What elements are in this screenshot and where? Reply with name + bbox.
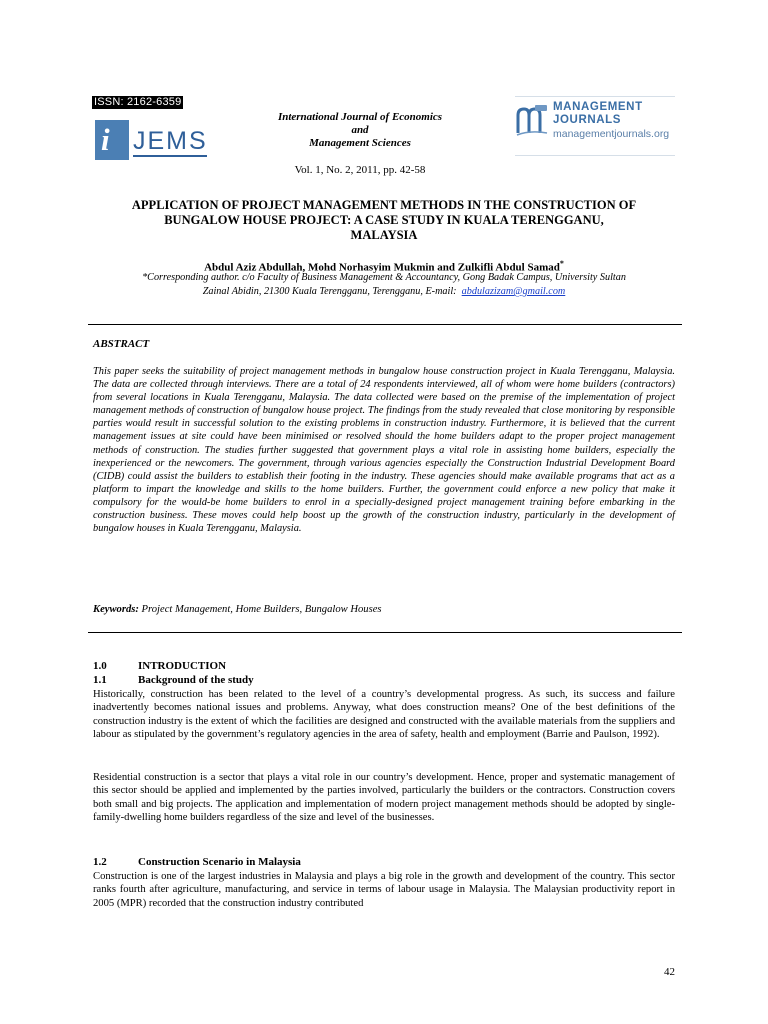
body-paragraph: Historically, construction has been related to the level of a country’s developmental progress. As such, its success and failure inadvertently becomes national issues and problems. Anyway, what does construction means? One of the best definitions of the construction industry is the extent of which the facilities are designed and constructed with the available materials from the suppliers and labour as stipulated by the government’s regulatory agencies in the area of safety, health and employment (Barrie and Paulson, 1992).: [93, 689, 675, 741]
ijems-logo-mark: [95, 120, 129, 160]
divider: [88, 632, 682, 633]
journal-name: [260, 111, 460, 150]
abstract-heading: ABSTRACT: [93, 338, 150, 350]
management-journals-line1: MANAGEMENT: [553, 101, 643, 113]
section-title: Background of the study: [138, 674, 254, 686]
email-link[interactable]: abdulazizam@gmail.com: [461, 286, 566, 297]
ijems-logo: [95, 120, 209, 160]
keywords: [93, 603, 675, 616]
corresponding-line1: *Corresponding author. c/o Faculty of Business Management & Accountancy, Gong Badak Campus, University Sultan: [142, 272, 626, 283]
management-journals-line2: JOURNALS: [553, 114, 622, 126]
author-mark: *: [559, 259, 564, 268]
journal-name-line: Management Sciences: [309, 137, 411, 149]
ijems-logo-text: JEMS: [133, 127, 208, 155]
paper-title-line: MALAYSIA: [350, 228, 418, 242]
corresponding-line2: Zainal Abidin, 21300 Kuala Terengganu, Terengganu, E-mail:: [202, 286, 457, 297]
subsection-heading: [93, 674, 254, 687]
abstract-text: This paper seeks the suitability of project management methods in bungalow house construction project in Kuala Terengganu, Malaysia. The data are collected through interviews. There are a total of 24 respondents interviewed, all of whom were home builders (contractors) from several locations in Kuala Terengganu, Malaysia. The data collected were based on the premise of the implementation of project management methods of construction of bungalow house project. The findings from the study revealed that close monitoring by responsible parties would result in successful solution to the existing problems in construction industry. Furthermore, it is believed that the current management issues at site could have been minimised or resolved should the home builders adapt to the proper project management methods of construction. The studies further suggested that government plays a vital role in assisting home builders, especially the inexperienced or the newcomers. The government, through various agencies especially the Construction Industrial Development Board (CIDB) could assist the builders to establish their footing in the industry. These agencies should make available programs that act as a platform to impart the knowledge and skills to the home builders. Further, the government could enforce a new policy that make it compulsory for the would-be home builders to enrol in a specially-designed project management training before embarking in the construction business. These moves could help boost up the growth of the construction industry, particularly in the development of bungalow houses in Kuala Terengganu, Malaysia.: [93, 366, 675, 535]
management-journals-logo: [515, 96, 675, 156]
section-heading: [93, 660, 226, 673]
journal-name-line: and: [351, 124, 369, 136]
section-number: 1.1: [93, 674, 107, 686]
journal-name-line: International Journal of Economics: [277, 111, 443, 123]
section-number: 1.2: [93, 856, 107, 868]
paper-title-line: BUNGALOW HOUSE PROJECT: A CASE STUDY IN KUALA TERENGGANU,: [164, 213, 604, 227]
author-names: Abdul Aziz Abdullah, Mohd Norhasyim Mukmin and Zulkifli Abdul Samad: [204, 261, 560, 274]
corresponding-author: [96, 271, 672, 299]
paper-title: [88, 198, 680, 243]
keywords-label: Keywords:: [93, 604, 139, 615]
paper-title-line: APPLICATION OF PROJECT MANAGEMENT METHODS IN THE CONSTRUCTION OF: [131, 198, 637, 212]
management-journals-icon: [515, 103, 549, 137]
ijems-logo-glyph: i: [101, 122, 110, 157]
body-paragraph: Residential construction is a sector that plays a vital role in our country’s development. Hence, proper and systematic management of this sector should be applied and implemented by the parties involved, particularly the builders or the contractors. Construction covers both small and big projects. The application and implementation of modern project management methods should be adopted by single-family-dwelling home builders regardless of the size and level of the businesses.: [93, 772, 675, 824]
issn-label: ISSN: 2162-6359: [94, 96, 182, 108]
section-number: 1.0: [93, 660, 107, 672]
page-number: 42: [664, 966, 675, 978]
ijems-logo-underline: [133, 155, 207, 157]
management-journals-url: managementjournals.org: [553, 128, 670, 140]
body-paragraph: Construction is one of the largest industries in Malaysia and plays a big role in the growth and development of the country. This sector ranks fourth after agriculture, manufacturing, and service in terms of labour usage in Malaysia. The Malaysian productivity report in 2005 (MPR) recorded that the construction industry contributed: [93, 871, 675, 909]
section-title: INTRODUCTION: [138, 660, 227, 672]
divider: [88, 324, 682, 325]
subsection-heading: [93, 856, 301, 869]
volume-info: Vol. 1, No. 2, 2011, pp. 42-58: [294, 164, 426, 176]
keywords-list: Project Management, Home Builders, Bungalow Houses: [138, 604, 382, 615]
section-title: Construction Scenario in Malaysia: [138, 856, 301, 868]
